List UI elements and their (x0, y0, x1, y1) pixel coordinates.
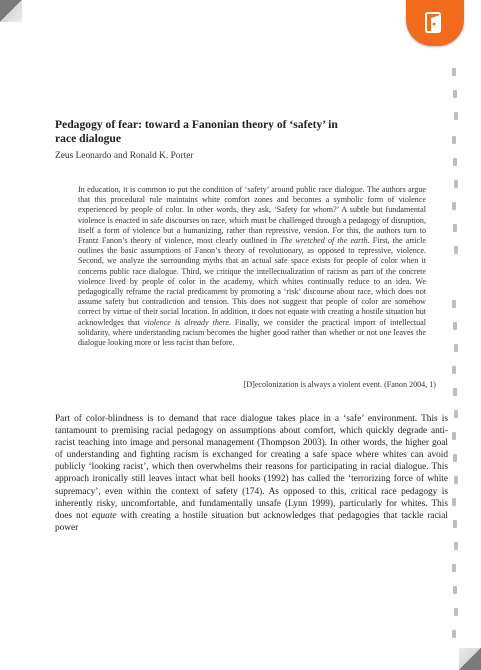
document-reader-icon (422, 10, 448, 36)
article-authors: Zeus Leonardo and Ronald K. Porter (55, 151, 194, 161)
edge-mark (454, 542, 458, 550)
title-line-2: race dialogue (55, 132, 122, 145)
abstract (78, 185, 426, 348)
edge-mark (452, 630, 456, 638)
edge-mark (452, 136, 456, 144)
edge-mark (453, 586, 457, 594)
edge-mark (453, 90, 457, 98)
edge-mark (454, 246, 458, 254)
edge-mark (454, 344, 458, 352)
page-corner-bottom-right (459, 648, 481, 670)
edge-mark (454, 608, 458, 616)
edge-mark (453, 388, 457, 396)
body-text-run: equate (91, 510, 117, 521)
article-title (55, 118, 448, 146)
abstract-text-run: violence is already there (143, 317, 229, 327)
title-line-1: Pedagogy of fear: toward a Fanonian theory of ‘safety’ in (55, 118, 338, 131)
edge-mark (453, 520, 457, 528)
body-text-run: with creating a hostile situation but acknowledges that pedagogies that tackle racial power (55, 510, 448, 533)
edge-mark (454, 180, 458, 188)
edge-mark (452, 300, 456, 308)
edge-mark (453, 454, 457, 462)
page-edge-strip (452, 60, 470, 660)
article (55, 118, 448, 534)
abstract-text-run: In education, it is common to put the condition of ‘safety’ around public race dialogue. The authors argue that this procedural rule maintains white comfort zones and becomes a symbolic form of violence experienced by people of color. In other words, they ask, ‘Safety for whom?’ A subtle but fundamental violence is enacted in safe discourses on race, which must be challenged through a pedagogy of disruption, itself a form of violence but a humanizing, rather than repressive, version. For this, the authors turn to Frantz Fanon’s theory of violence, most clearly outlined in (78, 185, 426, 246)
edge-mark (452, 564, 456, 572)
edge-mark (453, 224, 457, 232)
edge-mark (452, 498, 456, 506)
abstract-text-run: . Finally, we consider the practical import of intellectual solidarity, where understanding racism becomes the higher good rather than whether or not one leaves the dialogue looking more or less racist than before. (78, 317, 427, 348)
edge-mark (452, 432, 456, 440)
edge-mark (453, 322, 457, 330)
edge-mark (452, 202, 456, 210)
edge-mark (454, 112, 458, 120)
epigraph: [D]ecolonization is always a violent event. (Fanon 2004, 1) (243, 380, 436, 390)
edge-mark (452, 366, 456, 374)
edge-mark (454, 476, 458, 484)
reader-tab-button[interactable] (406, 0, 464, 46)
edge-mark (452, 68, 456, 76)
edge-mark (453, 158, 457, 166)
edge-mark (454, 410, 458, 418)
body-paragraph (55, 413, 448, 533)
body-text-run: Part of color-blindness is to demand that race dialogue takes place in a ‘safe’ environment. This is tantamount to premising racial pedagogy on assumptions about comfort, which quickly degrade anti-racist teaching into image and personal management (Thompson 2003). In other words, the higher goal of understanding and fighting racism is exchanged for creating a safe space where whites can avoid publicly ‘looking racist’, which then overwhelms their reasons for participating in racial dialogue. This approach ironically still leaves intact what bell hooks (1992) has called the ‘terrorizing force of white supremacy’, even within the context of safety (174). As opposed to this, critical race pedagogy is inherently risky, uncomfortable, and fundamentally unsafe (Lynn 1999), particularly for whites. This does not (55, 414, 448, 521)
abstract-text-run: The wretched of the earth (280, 236, 368, 246)
page-corner-top-left (0, 0, 22, 22)
abstract-text-run: . First, the article outlines the basic assumptions of Fanon’s theory of revolutionary, as opposed to repressive, violence. Second, we analyze the surrounding myths that an actual safe space exists for people of color when it concerns public race dialogue. Third, we critique the intellectualization of racism as part of the concrete violence lived by people of color in the academy, which whites continually reduce to an idea. We pedagogically reframe the racial predicament by promoting a ‘risk’ discourse about race, which does not assume safety but contradiction and tension. This does not suggest that people of color are somehow correct by virtue of their social location. In addition, it does not equate with creating a hostile situation but acknowledges that (78, 236, 426, 327)
